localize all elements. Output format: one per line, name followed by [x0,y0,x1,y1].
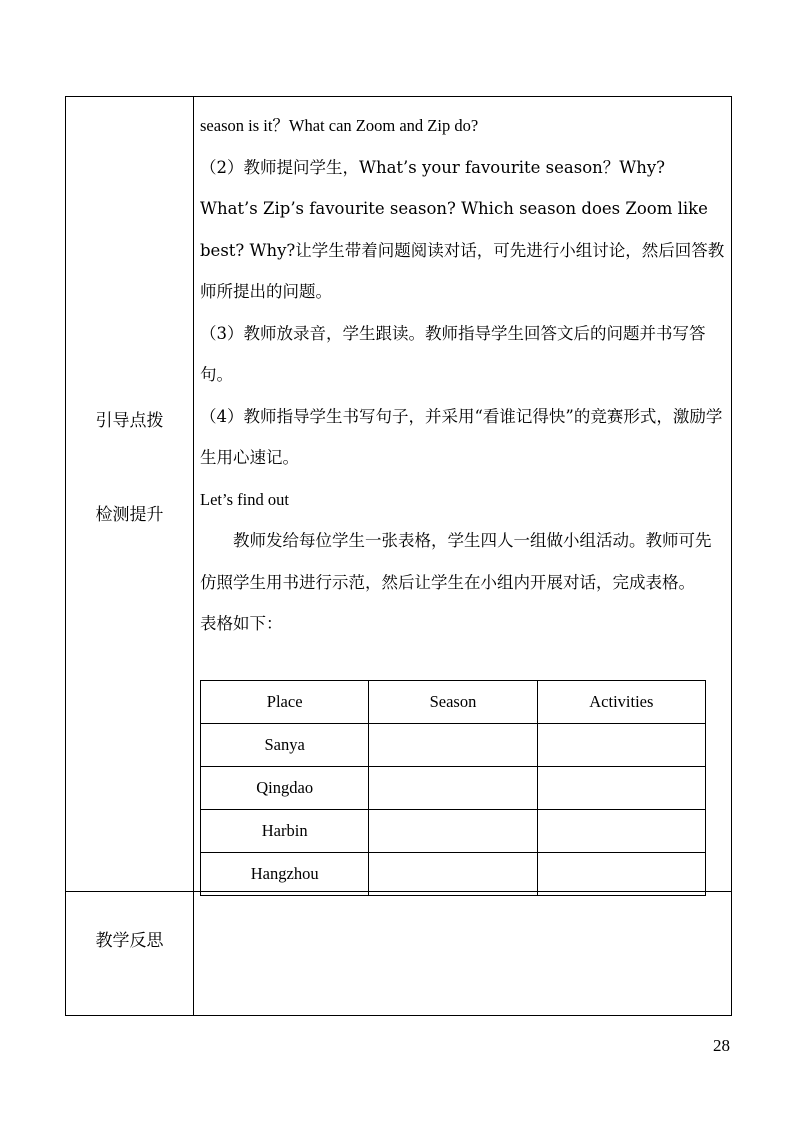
label-guide: 引导点拨 [95,411,164,431]
table-row [201,767,706,810]
activity-table [200,680,706,896]
cell-season [369,724,537,767]
label-reflection: 教学反思 [95,931,164,951]
cell-season [369,767,537,810]
header-season: Season [369,681,537,724]
label-check: 检测提升 [95,505,164,525]
cell-activities [537,853,705,896]
header-place: Place [201,681,369,724]
cell-season [369,810,537,853]
content-item-3: （3）教师放录音，学生跟读。教师指导学生回答文后的问题并书写答句。 [200,323,706,384]
table-row [201,853,706,896]
table-header-row [201,681,706,724]
header-activities: Activities [537,681,705,724]
cell-activities [537,724,705,767]
page-number: 28 [713,1036,730,1055]
lesson-content [200,105,726,645]
cell-activities [537,767,705,810]
cell-place: Sanya [201,724,369,767]
column-divider [193,97,194,1015]
cell-activities [537,810,705,853]
cell-place: Hangzhou [201,853,369,896]
lesson-plan-table [65,96,732,1016]
table-row [201,724,706,767]
cell-place: Qingdao [201,767,369,810]
table-row [201,810,706,853]
content-item-2: （2）教师提问学生，What’s your favourite season？Why? What’s Zip’s favourite season? Which season does Zoom like best? Why?让学生带着问题阅读对话，可先进行小组讨论，然后回答教师所提出的问题。 [200,157,725,301]
cell-season [369,853,537,896]
find-out-title: Let’s find out [200,489,289,509]
content-line-0: season is it？What can Zoom and Zip do? [200,116,479,135]
cell-place: Harbin [201,810,369,853]
table-intro: 表格如下： [200,614,283,633]
content-item-4: （4）教师指导学生书写句子，并采用“看谁记得快”的竞赛形式，激励学生用心速记。 [200,406,723,467]
find-out-text: 教师发给每位学生一张表格，学生四人一组做小组活动。教师可先仿照学生用书进行示范，然后让学生在小组内开展对话，完成表格。 [200,531,712,592]
